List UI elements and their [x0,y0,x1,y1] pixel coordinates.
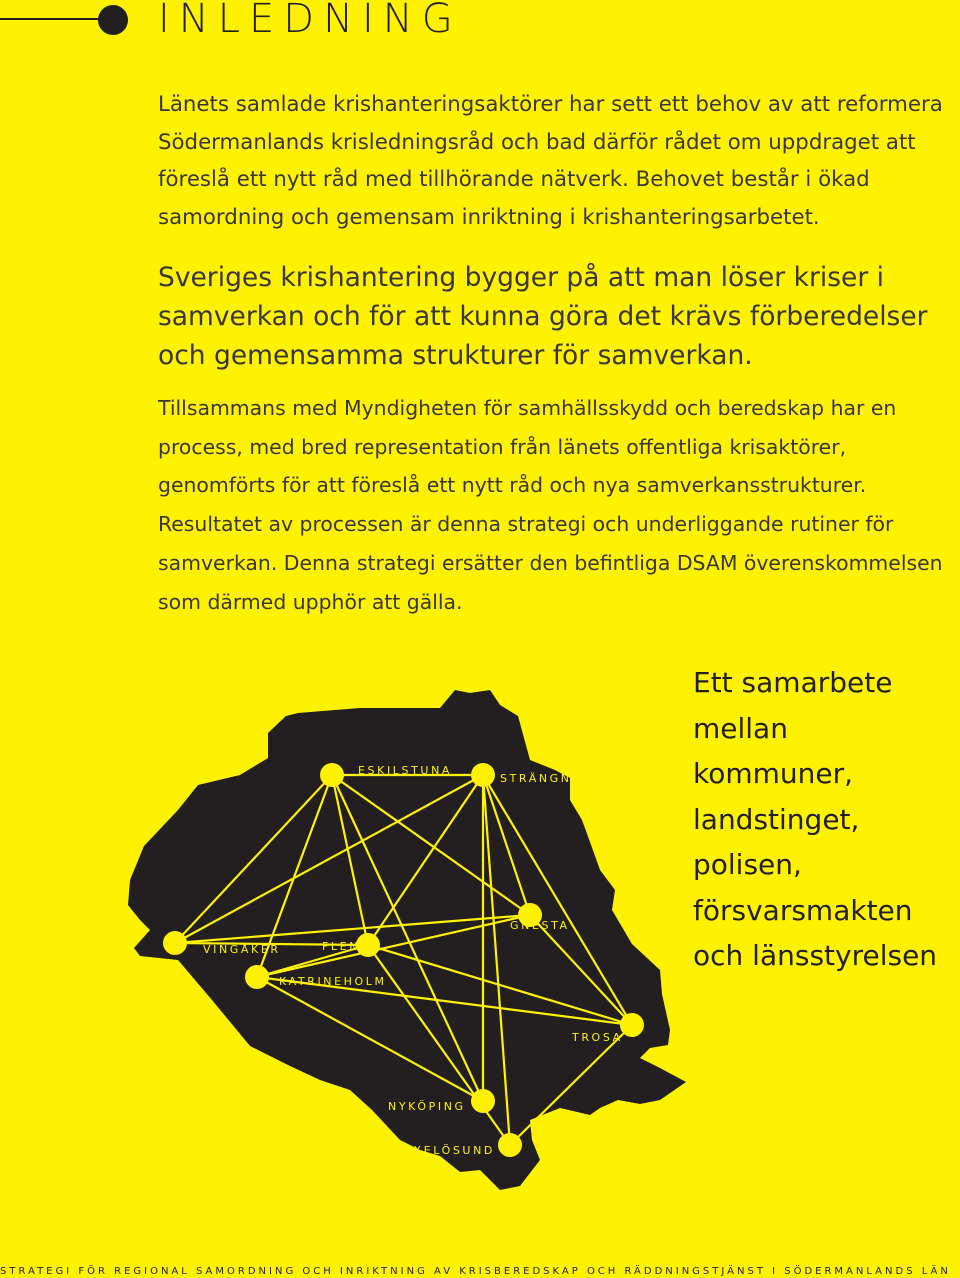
node-vingaker [163,931,187,955]
heading-rule [0,18,108,20]
node-oxelosund [498,1133,522,1157]
label-trosa: TROSA [572,1031,623,1044]
label-strangnas: STRÄNGNÄS [500,772,592,785]
label-vingaker: VINGÅKER [203,943,281,956]
node-trosa [620,1013,644,1037]
process-paragraph: Tillsammans med Myndigheten för samhällsskydd och beredskap har en process, med bred representation från länets offentliga krisaktörer, genomförts för att föreslå ett nytt råd och nya samverkansstrukturer. Resultatet av processen är denna strategi och underliggande rutiner för samverkan. Denna strategi ersätter den befintliga DSAM överenskommelsen som därmed upphör att gälla. [158,396,943,614]
label-eskilstuna: ESKILSTUNA [358,764,453,777]
label-katrineholm: KATRINEHOLM [279,975,387,988]
node-katrineholm [245,965,269,989]
intro-paragraph: Länets samlade krishanteringsaktörer har sett ett behov av att reformera Södermanlands krisledningsråd och bad därför rådet om uppdraget att föreslå ett nytt råd med tillhörande nätverk. Behovet består i ökad samordning och gemensam inriktning i krishanteringsarbetet. [158,92,943,230]
node-eskilstuna [320,763,344,787]
label-flen: FLEN [322,940,361,953]
lead-paragraph: Sveriges krishantering bygger på att man löser kriser i samverkan och för att kunna göra det krävs förberedelser och gemensamma strukturer för samverkan. [158,262,928,371]
footer-title: STRATEGI FÖR REGIONAL SAMORDNING OCH INRIKTNING AV KRISBEREDSKAP OCH RÄDDNINGSTJÄNST I SÖDERMANLANDS LÄN [0,1266,951,1277]
node-nykoping [471,1089,495,1113]
collaboration-callout: Ett samarbete mellan kommuner, landstinget, polisen, försvarsmakten och länsstyrelsen [693,666,938,972]
label-nykoping: NYKÖPING [388,1100,466,1113]
label-oxelosund: OXELÖSUND [403,1144,495,1157]
node-strangnas [471,763,495,787]
page-title: INLEDNING [158,0,462,42]
label-gnesta: GNESTA [510,919,570,932]
heading-bullet-icon [98,5,128,35]
